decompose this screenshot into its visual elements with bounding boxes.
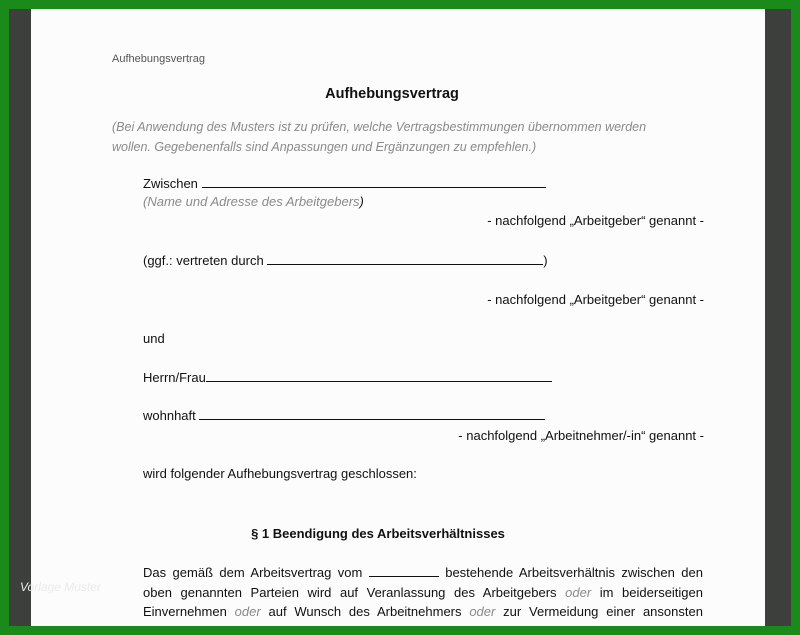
document-title: Aufhebungsvertrag bbox=[325, 86, 459, 102]
employer-designation-2: - nachfolgend „Arbeitgeber“ genannt - bbox=[487, 292, 704, 307]
zwischen-line bbox=[143, 175, 546, 191]
employer-designation: - nachfolgend „Arbeitgeber“ genannt - bbox=[487, 213, 704, 228]
represented-label: (ggf.: vertreten durch bbox=[143, 253, 264, 268]
running-header: Aufhebungsvertrag bbox=[112, 53, 205, 65]
wohnhaft-blank[interactable] bbox=[199, 407, 545, 420]
page-content bbox=[0, 10, 800, 625]
paragraph-line-1: Das gemäß dem Arbeitsvertrag vom bestehende Arbeitsverhältnis zwischen den bbox=[143, 565, 703, 580]
employer-blank[interactable] bbox=[202, 175, 546, 188]
herr-frau-label: Herrn/Frau bbox=[143, 370, 206, 385]
employee-designation: - nachfolgend „Arbeitnehmer/-in“ genannt - bbox=[458, 428, 704, 443]
usage-note-line-2: wollen. Gegebenenfalls sind Anpassungen und Ergänzungen zu empfehlen.) bbox=[112, 140, 537, 154]
section-1-title: § 1 Beendigung des Arbeitsverhältnisses bbox=[251, 526, 505, 541]
represented-line: (ggf.: vertreten durch ) bbox=[143, 253, 548, 268]
employee-name-blank[interactable] bbox=[206, 369, 552, 382]
employee-name-line bbox=[143, 369, 552, 385]
section-1-paragraph bbox=[143, 563, 703, 622]
concluded-text: wird folgender Aufhebungsvertrag geschlossen: bbox=[143, 466, 417, 481]
usage-note-line-1: (Bei Anwendung des Musters ist zu prüfen, welche Vertragsbestimmungen übernommen werden bbox=[112, 120, 647, 134]
paragraph-line-2: oben genannten Parteien wird auf Veranlassung des Arbeitgebers oder im beiderseitigen bbox=[143, 584, 703, 600]
und-label: und bbox=[143, 331, 165, 346]
contract-date-blank[interactable] bbox=[369, 564, 439, 577]
usage-note bbox=[112, 117, 672, 157]
wohnhaft-line bbox=[143, 407, 545, 423]
paragraph-line-3: Einvernehmen oder auf Wunsch des Arbeitnehmers oder zur Vermeidung einer ansonsten bbox=[143, 604, 703, 619]
zwischen-label: Zwischen bbox=[143, 176, 198, 191]
employer-hint: (Name und Adresse des Arbeitgebers) bbox=[143, 194, 364, 209]
wohnhaft-label: wohnhaft bbox=[143, 408, 196, 423]
represented-blank[interactable] bbox=[267, 252, 543, 265]
watermark: Vorlage Muster bbox=[20, 580, 101, 594]
